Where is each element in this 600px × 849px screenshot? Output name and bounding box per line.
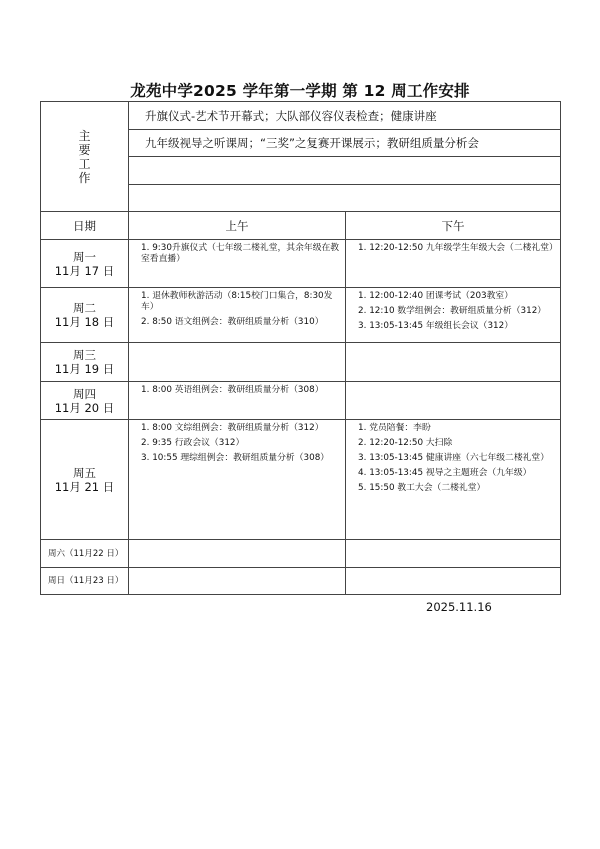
day-wednesday: 周三 11月 19 日 [41,343,129,382]
schedule-item: 3. 10:55 理综组例会：教研组质量分析（308） [141,453,330,463]
sunday-pm [346,568,561,595]
schedule-item: 1. 12:00-12:40 团课考试（203教室） [358,291,514,301]
friday-pm [346,420,561,540]
header-am: 上午 [129,212,346,240]
schedule-item: 3. 13:05-13:45 年级组长会议（312） [358,321,514,331]
tuesday-pm [346,288,561,343]
sunday-am [129,568,346,595]
friday-am [129,420,346,540]
day-friday: 周五 11月 21 日 [41,420,129,540]
page-title: 龙苑中学2025 学年第一学期 第 12 周工作安排 [130,82,470,100]
monday-pm [346,240,561,288]
header-date: 日期 [41,212,129,240]
schedule-item: 2. 12:20-12:50 大扫除 [358,438,453,448]
schedule-item: 1. 8:00 文综组例会：教研组质量分析（312） [141,423,324,433]
schedule-item: 1. 9:30升旗仪式（七年级二楼礼堂，其余年级在教室看直播） [141,243,340,264]
schedule-item: 1. 退休教师秋游活动（8:15校门口集合，8:30发车） [141,291,333,312]
schedule-item: 2. 9:35 行政会议（312） [141,438,245,448]
header-pm: 下午 [346,212,561,240]
day-monday: 周一 11月 17 日 [41,240,129,288]
day-sunday: 周日（11月23 日） [41,568,129,595]
day-saturday: 周六（11月22 日） [41,540,129,568]
schedule-item: 1. 党员陪餐：李盼 [358,423,431,433]
schedule-item: 1. 12:20-12:50 九年级学生年级大会（二楼礼堂） [358,243,558,253]
main-work-label: 主 要 工 作 [41,102,129,212]
saturday-am [129,540,346,568]
schedule-item: 1. 8:00 英语组例会：教研组质量分析（308） [141,385,324,395]
monday-am [129,240,346,288]
thursday-pm [346,382,561,420]
schedule-table [40,101,561,595]
schedule-item: 4. 13:05-13:45 视导之主题班会（九年级） [358,468,532,478]
thursday-am [129,382,346,420]
main-work-item [129,157,561,185]
schedule-item: 3. 13:05-13:45 健康讲座（六七年级二楼礼堂） [358,453,550,463]
schedule-item: 2. 12:10 数学组例会：教研组质量分析（312） [358,306,547,316]
footer-date: 2025.11.16 [426,600,492,614]
schedule-item: 2. 8:50 语文组例会：教研组质量分析（310） [141,317,324,327]
day-tuesday: 周二 11月 18 日 [41,288,129,343]
day-thursday: 周四 11月 20 日 [41,382,129,420]
main-work-item [129,185,561,212]
wednesday-pm [346,343,561,382]
main-work-item: 九年级视导之听课周；“三奖”之复赛开课展示；教研组质量分析会 [129,130,561,157]
schedule-item: 5. 15:50 教工大会（二楼礼堂） [358,483,486,493]
main-work-item: 升旗仪式-艺术节开幕式；大队部仪容仪表检查；健康讲座 [129,102,561,130]
tuesday-am [129,288,346,343]
wednesday-am [129,343,346,382]
saturday-pm [346,540,561,568]
